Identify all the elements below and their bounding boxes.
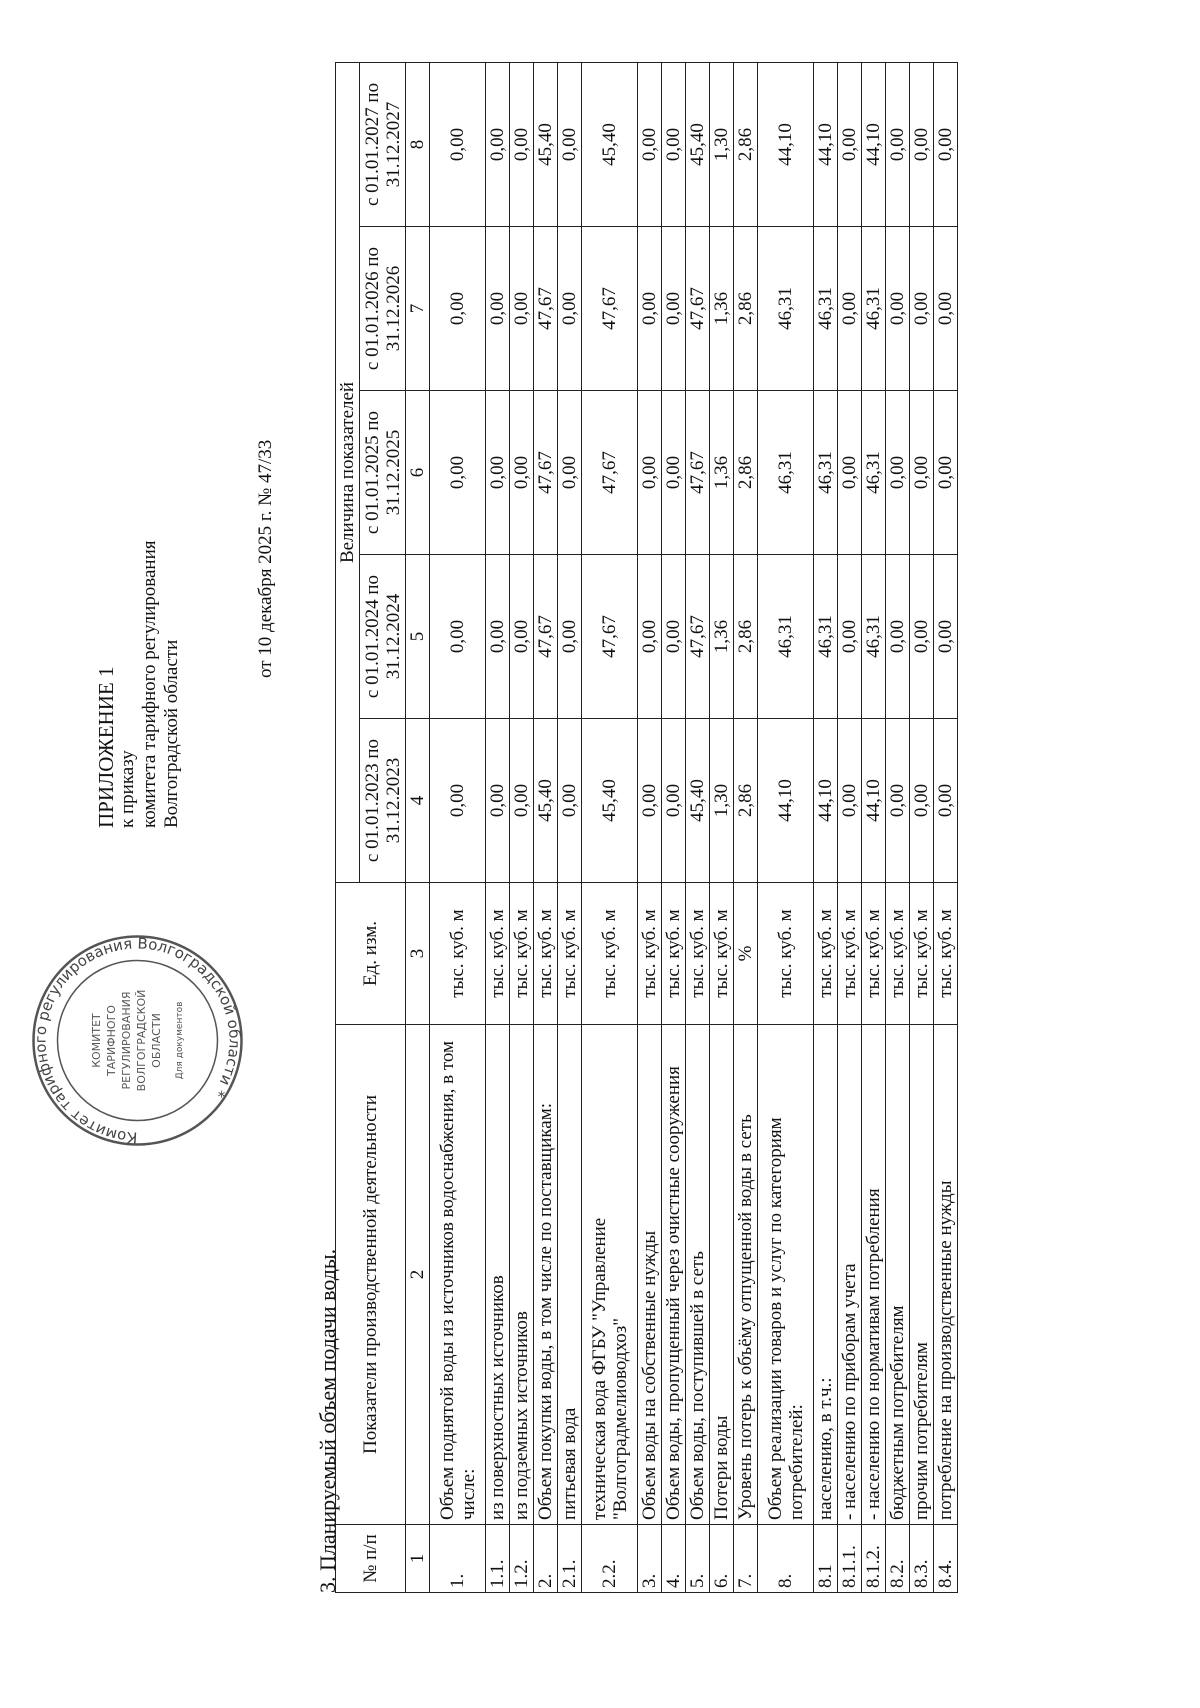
- row-value-2025: 46,31: [862, 391, 886, 555]
- row-value-2027: 0,00: [934, 62, 958, 226]
- row-value-2025: 0,00: [838, 391, 862, 555]
- row-unit: тыс. куб. м: [838, 883, 862, 1025]
- table-row: [686, 62, 710, 1592]
- row-value-2024: 0,00: [430, 555, 486, 719]
- row-value-2024: 0,00: [558, 555, 582, 719]
- row-value-2025: 47,67: [534, 391, 558, 555]
- header-values-group: Величина показателей: [336, 62, 360, 882]
- table-row: [662, 62, 686, 1592]
- row-value-2027: 0,00: [430, 62, 486, 226]
- row-value-2023: 44,10: [758, 719, 814, 883]
- row-value-2023: 2,86: [734, 719, 758, 883]
- row-value-2025: 46,31: [758, 391, 814, 555]
- row-indicator: из подземных источников: [510, 1025, 534, 1525]
- header-period-2025: с 01.01.2025 по 31.12.2025: [360, 391, 406, 555]
- row-value-2025: 47,67: [582, 391, 638, 555]
- table-row: [430, 62, 486, 1592]
- row-value-2025: 0,00: [638, 391, 662, 555]
- row-indicator: - населению по нормативам потребления: [862, 1025, 886, 1525]
- header-indicator: Показатели производственной деятельности: [336, 1025, 406, 1525]
- row-value-2026: 0,00: [510, 227, 534, 391]
- row-value-2027: 44,10: [758, 62, 814, 226]
- row-value-2026: 0,00: [430, 227, 486, 391]
- index-cell: 6: [406, 391, 430, 555]
- row-value-2026: 0,00: [638, 227, 662, 391]
- row-value-2024: 0,00: [638, 555, 662, 719]
- table-row: [558, 62, 582, 1592]
- row-unit: тыс. куб. м: [934, 883, 958, 1025]
- official-seal-icon: [30, 933, 245, 1148]
- row-value-2026: 0,00: [886, 227, 910, 391]
- seal-line-5: ОБЛАСТИ: [150, 1013, 163, 1068]
- row-unit: тыс. куб. м: [662, 883, 686, 1025]
- row-value-2025: 0,00: [886, 391, 910, 555]
- row-value-2026: 0,00: [838, 227, 862, 391]
- row-value-2026: 0,00: [486, 227, 510, 391]
- row-unit: %: [734, 883, 758, 1025]
- row-value-2026: 46,31: [814, 227, 838, 391]
- row-value-2027: 1,30: [710, 62, 734, 226]
- row-unit: тыс. куб. м: [430, 883, 486, 1025]
- row-number: 8.: [758, 1525, 814, 1593]
- header-no: № п/п: [336, 1525, 406, 1593]
- row-value-2026: 46,31: [862, 227, 886, 391]
- water-supply-table: [335, 62, 958, 1593]
- row-value-2026: 1,36: [710, 227, 734, 391]
- seal-line-6: Для документов: [175, 1001, 185, 1080]
- row-indicator: потребление на производственные нужды: [934, 1025, 958, 1525]
- row-value-2026: 47,67: [534, 227, 558, 391]
- index-cell: 2: [406, 1025, 430, 1525]
- table-row: [582, 62, 638, 1592]
- table-row: [934, 62, 958, 1592]
- row-value-2026: 47,67: [582, 227, 638, 391]
- row-unit: тыс. куб. м: [910, 883, 934, 1025]
- row-value-2026: 0,00: [934, 227, 958, 391]
- seal-line-3: РЕГУЛИРОВАНИЯ: [120, 991, 133, 1090]
- row-value-2024: 0,00: [486, 555, 510, 719]
- header-unit: Ед. изм.: [336, 883, 406, 1025]
- row-unit: тыс. куб. м: [534, 883, 558, 1025]
- row-value-2023: 45,40: [686, 719, 710, 883]
- row-value-2027: 0,00: [558, 62, 582, 226]
- row-indicator: Объем воды, пропущенный через очистные сооружения: [662, 1025, 686, 1525]
- row-indicator: из поверхностных источников: [486, 1025, 510, 1525]
- row-value-2023: 45,40: [534, 719, 558, 883]
- index-cell: 1: [406, 1525, 430, 1593]
- seal-outer-text: Комитет тарифного регулирования Волгоградской области *: [31, 934, 244, 1147]
- row-number: 1.: [430, 1525, 486, 1593]
- seal-line-1: КОМИТЕТ: [90, 1013, 103, 1068]
- row-number: 2.2.: [582, 1525, 638, 1593]
- row-value-2026: 47,67: [686, 227, 710, 391]
- row-indicator: Объем поднятой воды из источников водоснабжения, в том числе:: [430, 1025, 486, 1525]
- row-indicator: питьевая вода: [558, 1025, 582, 1525]
- row-value-2023: 0,00: [910, 719, 934, 883]
- row-value-2027: 0,00: [910, 62, 934, 226]
- row-value-2025: 46,31: [814, 391, 838, 555]
- appendix-line-2: к приказу: [117, 750, 138, 828]
- table-row: [862, 62, 886, 1592]
- row-value-2023: 0,00: [558, 719, 582, 883]
- row-value-2027: 44,10: [814, 62, 838, 226]
- row-indicator: - населению по приборам учета: [838, 1025, 862, 1525]
- row-value-2023: 0,00: [510, 719, 534, 883]
- section-title: 3. Планируемый объем подачи воды.: [315, 1248, 340, 1593]
- row-indicator: Потери воды: [710, 1025, 734, 1525]
- row-value-2024: 47,67: [534, 555, 558, 719]
- table-row: [638, 62, 662, 1592]
- row-unit: тыс. куб. м: [814, 883, 838, 1025]
- row-number: 3.: [638, 1525, 662, 1593]
- row-number: 8.1.2.: [862, 1525, 886, 1593]
- row-unit: тыс. куб. м: [558, 883, 582, 1025]
- row-value-2026: 46,31: [758, 227, 814, 391]
- row-value-2027: 45,40: [582, 62, 638, 226]
- row-number: 2.1.: [558, 1525, 582, 1593]
- table-row: [886, 62, 910, 1592]
- row-value-2027: 45,40: [686, 62, 710, 226]
- row-value-2023: 1,30: [710, 719, 734, 883]
- row-value-2023: 44,10: [862, 719, 886, 883]
- row-value-2023: 0,00: [430, 719, 486, 883]
- index-cell: 4: [406, 719, 430, 883]
- row-number: 8.1: [814, 1525, 838, 1593]
- row-value-2024: 47,67: [686, 555, 710, 719]
- row-unit: тыс. куб. м: [510, 883, 534, 1025]
- table-row: [510, 62, 534, 1592]
- row-value-2025: 0,00: [510, 391, 534, 555]
- row-value-2025: 0,00: [430, 391, 486, 555]
- appendix-header: [95, 540, 183, 828]
- row-number: 1.1.: [486, 1525, 510, 1593]
- table-row: [838, 62, 862, 1592]
- row-unit: тыс. куб. м: [686, 883, 710, 1025]
- row-unit: тыс. куб. м: [638, 883, 662, 1025]
- row-value-2023: 0,00: [838, 719, 862, 883]
- header-period-2026: с 01.01.2026 по 31.12.2026: [360, 227, 406, 391]
- row-value-2025: 47,67: [686, 391, 710, 555]
- row-indicator: прочим потребителям: [910, 1025, 934, 1525]
- header-period-2024: с 01.01.2024 по 31.12.2024: [360, 555, 406, 719]
- row-value-2027: 0,00: [662, 62, 686, 226]
- row-value-2024: 0,00: [934, 555, 958, 719]
- row-value-2024: 2,86: [734, 555, 758, 719]
- row-number: 5.: [686, 1525, 710, 1593]
- row-number: 1.2.: [510, 1525, 534, 1593]
- table-row: [910, 62, 934, 1592]
- table-row: [486, 62, 510, 1592]
- row-number: 2.: [534, 1525, 558, 1593]
- table-row: [734, 62, 758, 1592]
- row-indicator: Объем покупки воды, в том числе по поставщикам:: [534, 1025, 558, 1525]
- row-value-2026: 0,00: [558, 227, 582, 391]
- row-value-2027: 0,00: [886, 62, 910, 226]
- row-unit: тыс. куб. м: [582, 883, 638, 1025]
- row-value-2023: 0,00: [934, 719, 958, 883]
- row-value-2026: 2,86: [734, 227, 758, 391]
- row-value-2026: 0,00: [910, 227, 934, 391]
- row-unit: тыс. куб. м: [862, 883, 886, 1025]
- row-value-2027: 0,00: [486, 62, 510, 226]
- row-value-2024: 0,00: [662, 555, 686, 719]
- row-value-2027: 0,00: [638, 62, 662, 226]
- row-indicator: Объем воды, поступившей в сеть: [686, 1025, 710, 1525]
- row-value-2024: 0,00: [910, 555, 934, 719]
- row-value-2024: 0,00: [886, 555, 910, 719]
- row-number: 7.: [734, 1525, 758, 1593]
- table-row: [534, 62, 558, 1592]
- row-indicator: Объем воды на собственные нужды: [638, 1025, 662, 1525]
- row-number: 8.3.: [910, 1525, 934, 1593]
- row-value-2023: 45,40: [582, 719, 638, 883]
- row-value-2024: 0,00: [510, 555, 534, 719]
- row-value-2025: 0,00: [662, 391, 686, 555]
- row-value-2023: 0,00: [486, 719, 510, 883]
- index-cell: 3: [406, 883, 430, 1025]
- row-value-2026: 0,00: [662, 227, 686, 391]
- row-number: 8.2.: [886, 1525, 910, 1593]
- row-indicator: Объем реализации товаров и услуг по категориям потребителей:: [758, 1025, 814, 1525]
- row-value-2023: 44,10: [814, 719, 838, 883]
- row-value-2025: 0,00: [558, 391, 582, 555]
- seal-line-2: ТАРИФНОГО: [105, 1005, 118, 1076]
- table-body: [430, 62, 958, 1592]
- row-indicator: Уровень потерь к объёму отпущенной воды в сеть: [734, 1025, 758, 1525]
- header-period-2027: с 01.01.2027 по 31.12.2027: [360, 62, 406, 226]
- row-number: 6.: [710, 1525, 734, 1593]
- row-value-2027: 0,00: [510, 62, 534, 226]
- index-cell: 7: [406, 227, 430, 391]
- row-value-2027: 0,00: [838, 62, 862, 226]
- row-indicator: техническая вода ФГБУ "Управление "Волгоградмелиоводхоз": [582, 1025, 638, 1525]
- row-value-2025: 0,00: [934, 391, 958, 555]
- row-number: 4.: [662, 1525, 686, 1593]
- row-value-2025: 2,86: [734, 391, 758, 555]
- row-value-2024: 1,36: [710, 555, 734, 719]
- seal-line-4: ВОЛГОГРАДСКОЙ: [135, 989, 148, 1092]
- row-indicator: бюджетным потребителям: [886, 1025, 910, 1525]
- row-number: 8.1.1.: [838, 1525, 862, 1593]
- row-value-2025: 0,00: [910, 391, 934, 555]
- index-cell: 5: [406, 555, 430, 719]
- row-unit: тыс. куб. м: [486, 883, 510, 1025]
- row-value-2024: 47,67: [582, 555, 638, 719]
- row-value-2024: 0,00: [838, 555, 862, 719]
- table-row: [758, 62, 814, 1592]
- row-value-2025: 1,36: [710, 391, 734, 555]
- appendix-date: от 10 декабря 2025 г. № 47/33: [255, 439, 276, 678]
- appendix-title: ПРИЛОЖЕНИЕ 1: [94, 666, 118, 828]
- appendix-line-3: комитета тарифного регулирования: [139, 540, 160, 828]
- index-cell: 8: [406, 62, 430, 226]
- row-value-2025: 0,00: [486, 391, 510, 555]
- row-value-2024: 46,31: [814, 555, 838, 719]
- row-number: 8.4.: [934, 1525, 958, 1593]
- appendix-line-4: Волгоградской области: [161, 639, 182, 828]
- row-unit: тыс. куб. м: [710, 883, 734, 1025]
- row-value-2027: 44,10: [862, 62, 886, 226]
- row-indicator: населению, в т.ч.:: [814, 1025, 838, 1525]
- row-value-2023: 0,00: [638, 719, 662, 883]
- header-period-2023: с 01.01.2023 по 31.12.2023: [360, 719, 406, 883]
- row-value-2023: 0,00: [662, 719, 686, 883]
- row-unit: тыс. куб. м: [758, 883, 814, 1025]
- row-value-2027: 2,86: [734, 62, 758, 226]
- row-value-2024: 46,31: [862, 555, 886, 719]
- row-value-2024: 46,31: [758, 555, 814, 719]
- row-unit: тыс. куб. м: [886, 883, 910, 1025]
- table-row: [710, 62, 734, 1592]
- row-value-2023: 0,00: [886, 719, 910, 883]
- row-value-2027: 45,40: [534, 62, 558, 226]
- table-row: [814, 62, 838, 1592]
